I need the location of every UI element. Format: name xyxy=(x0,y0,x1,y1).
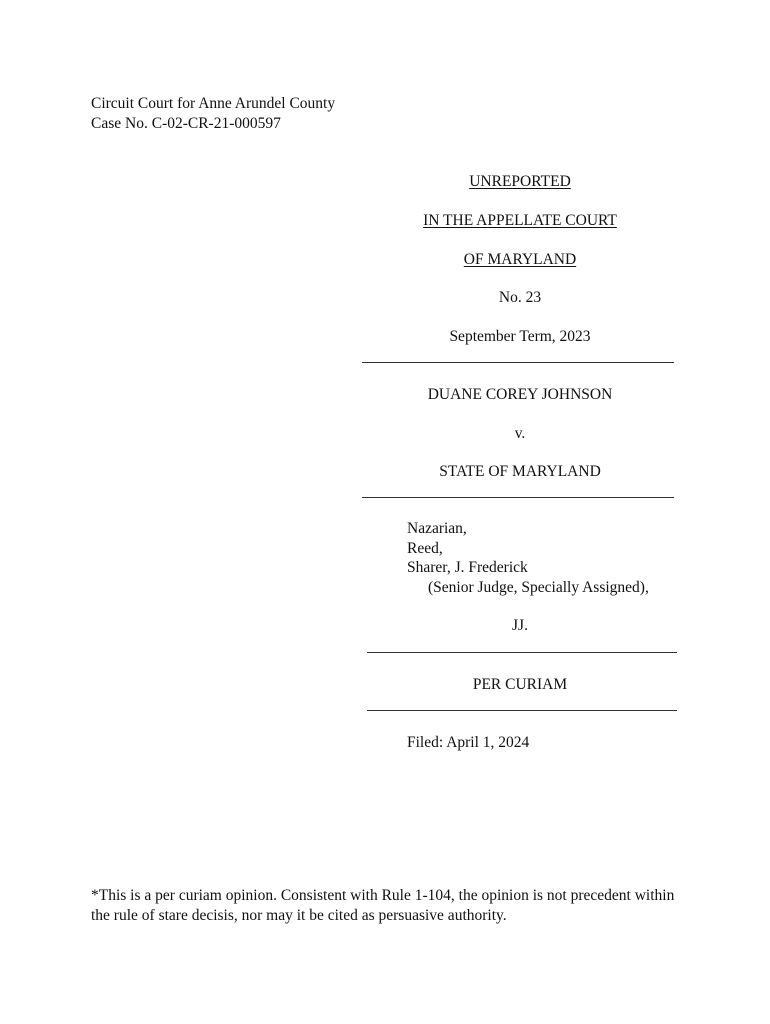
court-term: September Term, 2023 xyxy=(449,328,591,345)
divider-rule xyxy=(362,497,674,498)
opinion-type: PER CURIAM xyxy=(472,676,568,693)
appellate-court-name-line1: IN THE APPELLATE COURT xyxy=(423,212,617,229)
appellee-name: STATE OF MARYLAND xyxy=(439,463,601,480)
judge-name: Reed, xyxy=(407,539,443,557)
judge-designation: (Senior Judge, Specially Assigned), xyxy=(428,578,649,596)
divider-rule xyxy=(367,710,677,711)
lower-court-name: Circuit Court for Anne Arundel County xyxy=(91,95,336,112)
appellate-court-name-line2: OF MARYLAND xyxy=(463,251,577,268)
judges-suffix: JJ. xyxy=(512,617,528,634)
docket-number: No. 23 xyxy=(498,289,542,306)
unreported-label: UNREPORTED xyxy=(469,173,571,190)
divider-rule xyxy=(367,652,677,653)
judge-name: Sharer, J. Frederick xyxy=(407,559,528,576)
appellant-name: DUANE COREY JOHNSON xyxy=(427,386,613,403)
divider-rule xyxy=(362,362,674,363)
versus-label: v. xyxy=(514,425,526,442)
judge-panel xyxy=(407,519,649,597)
case-number: Case No. C-02-CR-21-000597 xyxy=(91,115,281,132)
judge-name: Nazarian, xyxy=(407,520,467,537)
filed-date: Filed: April 1, 2024 xyxy=(407,734,530,751)
footnote: *This is a per curiam opinion. Consistent with Rule 1-104, the opinion is not precedent within the rule of stare decisis, nor may it be cited as persuasive authority. xyxy=(91,887,675,924)
